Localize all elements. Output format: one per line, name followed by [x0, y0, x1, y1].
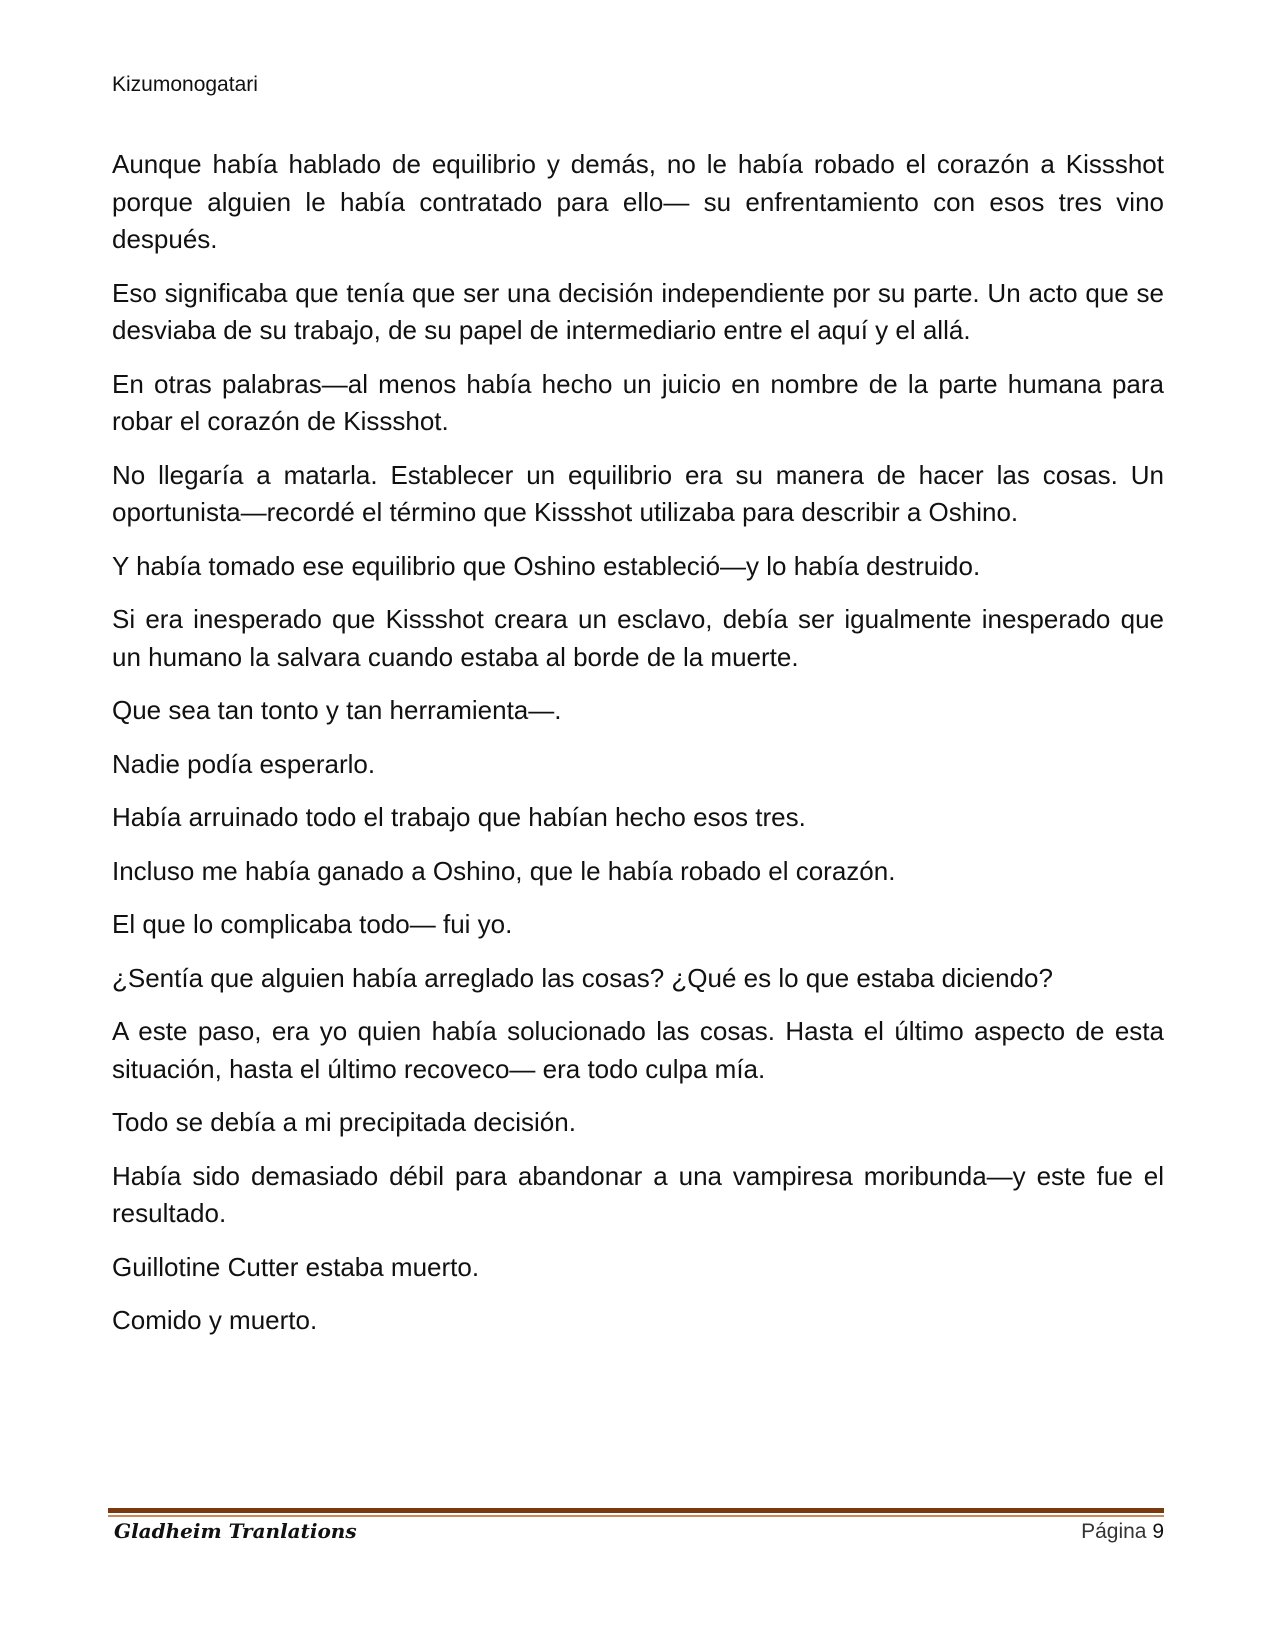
paragraph: Incluso me había ganado a Oshino, que le había robado el corazón.: [112, 855, 896, 886]
footer-divider-thin: [108, 1515, 1164, 1517]
paragraph: Eso significaba que tenía que ser una decisión independiente por su parte. Un acto que se desviaba de su trabajo, de su papel de intermediario entre el aquí y el allá.: [112, 277, 1164, 345]
page-body: [112, 146, 1164, 1356]
footer-divider: [108, 1508, 1164, 1517]
page-label: Página: [1081, 1520, 1147, 1543]
paragraph: Nadie podía esperarlo.: [112, 748, 376, 779]
page-number-value: 9: [1152, 1520, 1164, 1543]
running-header: Kizumonogatari: [112, 73, 258, 96]
paragraph: A este paso, era yo quien había solucionado las cosas. Hasta el último aspecto de esta situación, hasta el último recoveco— era todo culpa mía.: [112, 1016, 1164, 1084]
paragraph: En otras palabras—al menos había hecho un juicio en nombre de la parte humana para robar el corazón de Kissshot.: [112, 368, 1164, 436]
paragraph: El que lo complicaba todo— fui yo.: [112, 909, 513, 939]
paragraph: Había arruinado todo el trabajo que habían hecho esos tres.: [112, 802, 806, 832]
paragraph: Que sea tan tonto y tan herramienta—.: [112, 695, 562, 725]
paragraph: Aunque había hablado de equilibrio y demás, no le había robado el corazón a Kissshot porque alguien le había contratado para ello— su enfrentamiento con esos tres vino después.: [112, 149, 1164, 254]
paragraph: Comido y muerto.: [112, 1305, 318, 1335]
paragraph: Guillotine Cutter estaba muerto.: [112, 1251, 480, 1282]
page-number: [1081, 1519, 1164, 1545]
paragraph: No llegaría a matarla. Establecer un equilibrio era su manera de hacer las cosas. Un oportunista—recordé el término que Kissshot utilizaba para describir a Oshino.: [112, 459, 1164, 527]
footer-publisher: Gladheim Tranlations: [114, 1519, 357, 1543]
paragraph: Si era inesperado que Kissshot creara un esclavo, debía ser igualmente inesperado que un humano la salvara cuando estaba al borde de la muerte.: [112, 604, 1164, 672]
footer-divider-thick: [108, 1508, 1164, 1513]
paragraph: Todo se debía a mi precipitada decisión.: [112, 1107, 576, 1137]
paragraph: Había sido demasiado débil para abandonar a una vampiresa moribunda—y este fue el resultado.: [112, 1160, 1164, 1228]
paragraph: Y había tomado ese equilibrio que Oshino estableció—y lo había destruido.: [112, 550, 981, 581]
paragraph: ¿Sentía que alguien había arreglado las cosas? ¿Qué es lo que estaba diciendo?: [112, 962, 1053, 993]
